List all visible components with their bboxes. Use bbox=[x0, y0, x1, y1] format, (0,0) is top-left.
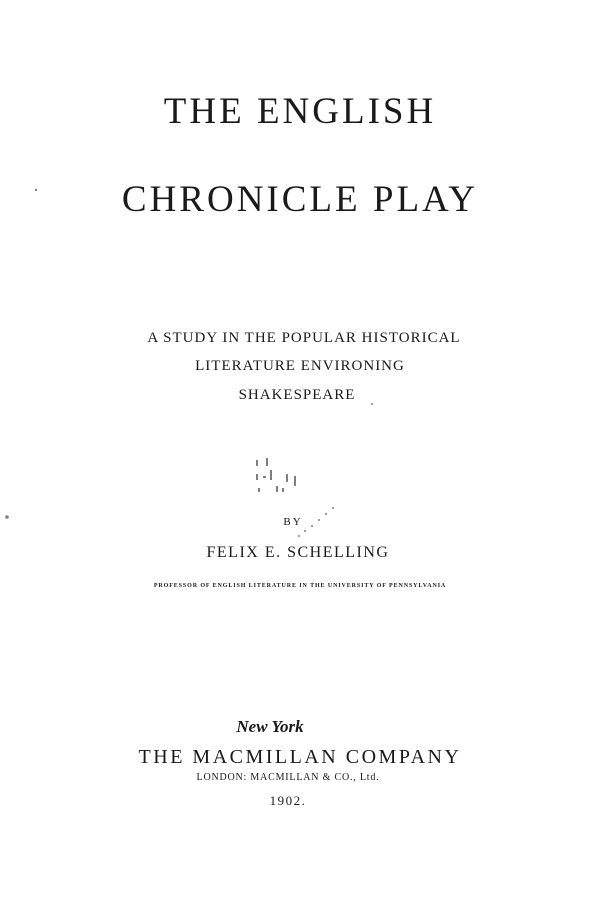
imprint-publisher: THE MACMILLAN COMPANY bbox=[138, 746, 462, 768]
byline: BY bbox=[283, 516, 303, 528]
subtitle-line-1: A STUDY IN THE POPULAR HISTORICAL bbox=[147, 330, 461, 346]
imprint-place: New York bbox=[236, 717, 304, 736]
author-name: FELIX E. SCHELLING bbox=[206, 544, 390, 561]
imprint-london: LONDON: MACMILLAN & CO., Ltd. bbox=[196, 772, 380, 783]
title-line-1: THE ENGLISH bbox=[163, 91, 437, 132]
title-line-2: CHRONICLE PLAY bbox=[121, 179, 479, 220]
author-affiliation: PROFESSOR OF ENGLISH LITERATURE IN THE UNIVERSITY OF PENNSYLVANIA bbox=[153, 583, 447, 589]
subtitle-line-3: SHAKESPEARE bbox=[238, 387, 356, 403]
subtitle-line-2: LITERATURE ENVIRONING bbox=[195, 358, 405, 374]
imprint-year: 1902. bbox=[269, 793, 307, 808]
